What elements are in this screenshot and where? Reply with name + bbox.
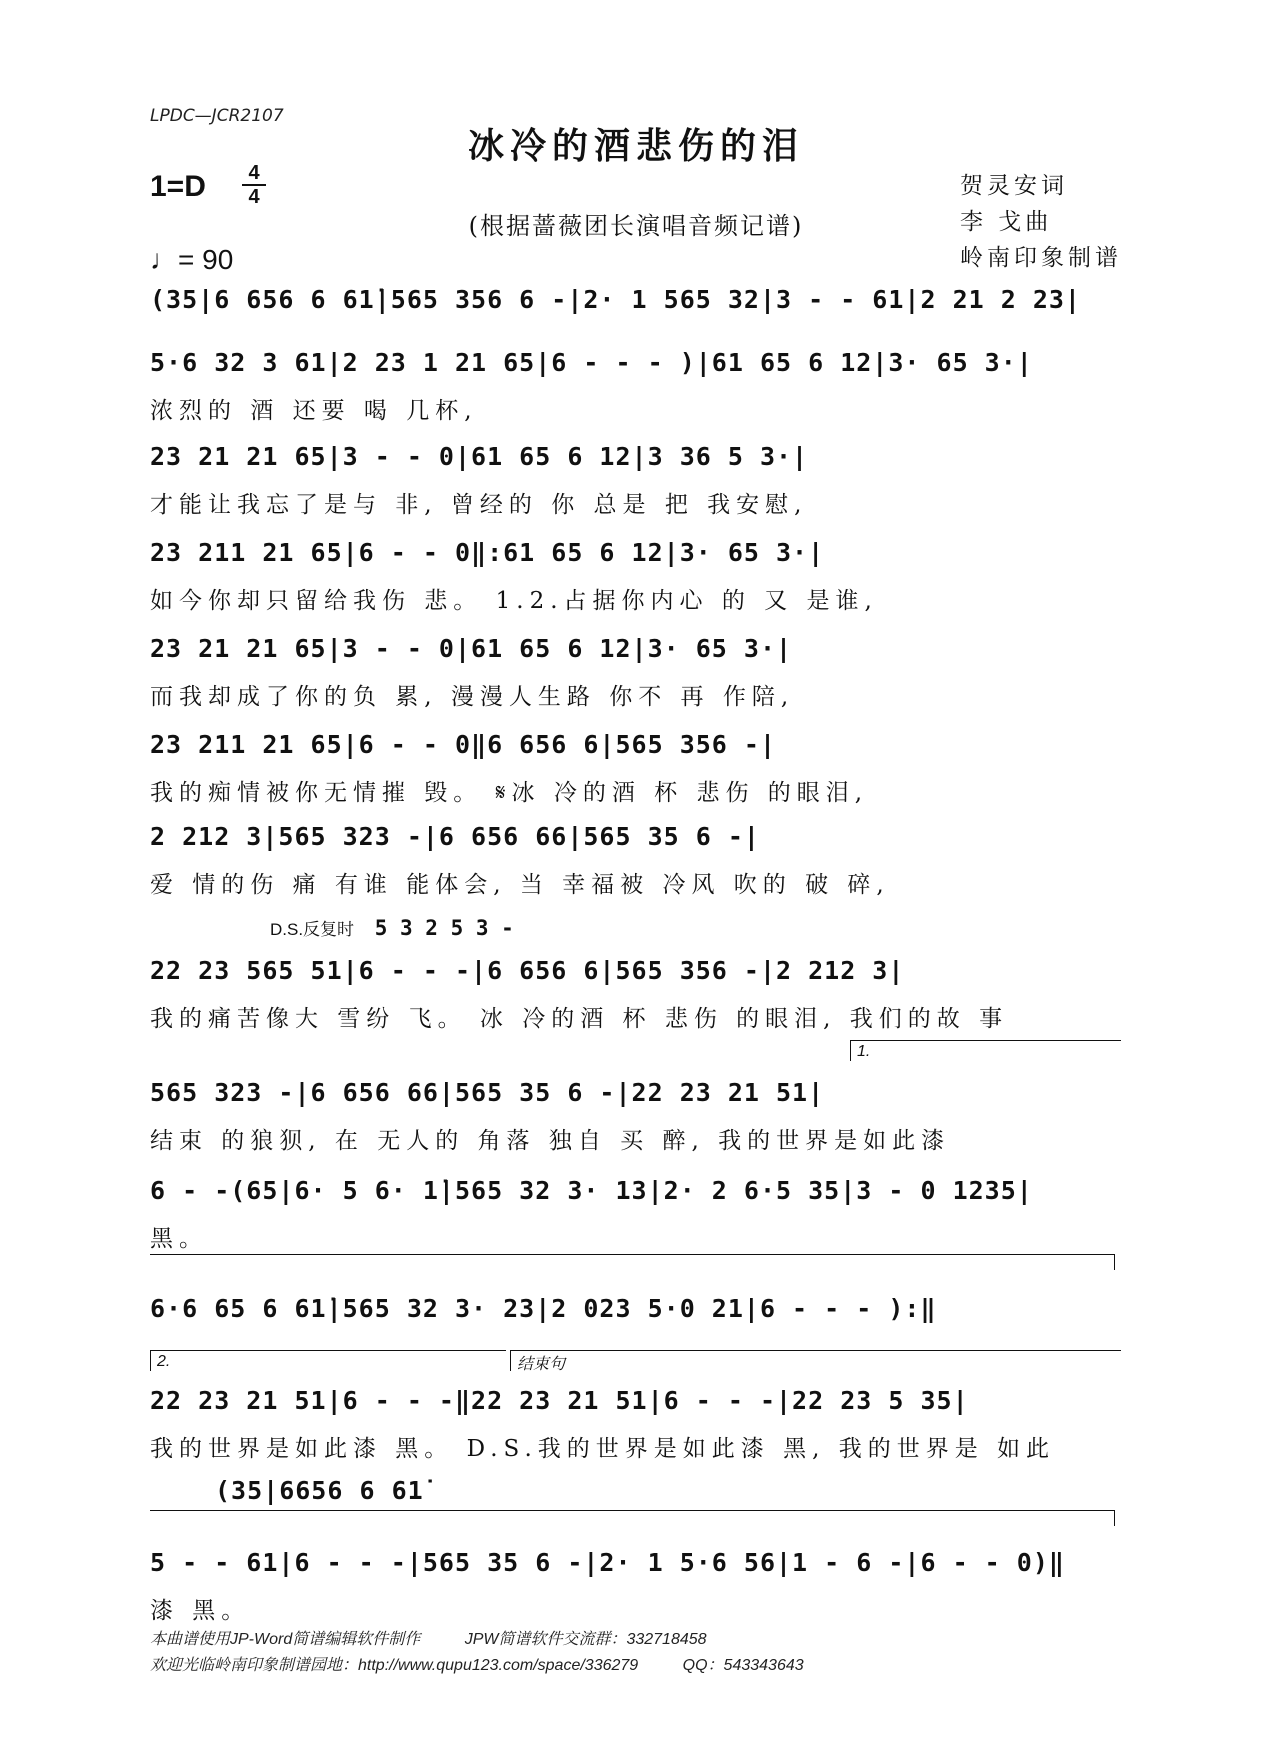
intro-reprise-notes: (35|6656 6 61̇ — [215, 1476, 424, 1505]
notes-line: 23 21 21 65|3 - - 0|61 65 6 12|3· 65 3·| — [150, 634, 793, 663]
notes-line: 565 323 -|6 656 66|565 35 6 -|22 23 21 51| — [150, 1078, 825, 1107]
ds-notes: 5 3 2 5 3 - — [374, 916, 514, 940]
qq-contact: QQ：543343643 — [682, 1657, 804, 1674]
software-credit: 本曲谱使用JP-Word简谱编辑软件制作 — [150, 1631, 421, 1648]
song-title: 冰冷的酒悲伤的泪 — [467, 125, 804, 167]
volta-1-end-tick — [1114, 1254, 1115, 1270]
time-signature-bottom: 4 — [248, 186, 260, 208]
credits — [960, 168, 1122, 276]
ds-alternate-notes — [270, 915, 514, 940]
notes-line: 23 211 21 65|6 - - 0‖6 656 6|565 356 -| — [150, 730, 776, 759]
lyrics-line: 黑。 — [150, 1226, 208, 1252]
volta-1-bracket — [850, 1040, 1121, 1061]
volta-1-continuation — [150, 1254, 1115, 1255]
notes-line: 5 - - 61|6 - - -|565 35 6 -|2· 1 5·6 56|1 - 6 -|6 - - 0)‖ — [150, 1548, 1065, 1577]
notes-line: 23 21 21 65|3 - - 0|61 65 6 12|3 36 5 3·| — [150, 442, 809, 471]
volta-1-label: 1. — [857, 1043, 871, 1060]
composer-credit: 李 戈曲 — [960, 209, 1053, 235]
ending-end-tick — [1114, 1510, 1115, 1526]
lyrics-line: 才能让我忘了是与 非, 曾经的 你 总是 把 我安慰, — [150, 492, 808, 518]
lyrics-line: 爱 情的伤 痛 有谁 能体会, 当 幸福被 冷风 吹的 破 碎, — [150, 872, 890, 898]
volta-2-bracket — [150, 1350, 506, 1371]
lyricist-credit: 贺灵安词 — [960, 173, 1068, 199]
notes-line: 22 23 565 51|6 - - -|6 656 6|565 356 -|2 212 3| — [150, 956, 905, 985]
key-signature: 1=D — [150, 170, 206, 203]
ending-bracket — [510, 1350, 1121, 1371]
ending-continuation — [150, 1510, 1115, 1511]
score-code: LPDC—JCR2107 — [150, 106, 284, 126]
lyrics-line: 我的世界是如此漆 黑。 D.S.我的世界是如此漆 黑, 我的世界是 如此 — [150, 1436, 1056, 1462]
notes-line: 6 - -(65|6· 5 6· 1̇|565 32 3· 13|2· 2 6·5 35|3 - 0 1235| — [150, 1176, 1033, 1205]
notes-line: 6·6 65 6 61̇|565 32 3· 23|2 023 5·0 21|6 - - - ):‖ — [150, 1294, 937, 1323]
footer-line-1 — [150, 1626, 747, 1649]
notes-line: (35|6 656 6 61̇|565 356 6 -|2· 1 565 32|3 - - 61|2 21 2 23| — [150, 285, 1081, 314]
ending-label: 结束句 — [517, 1356, 566, 1373]
notes-line: 22 23 21 51|6 - - -‖22 23 21 51|6 - - -|22 23 5 35| — [150, 1386, 969, 1415]
lyrics-line: 我的痴情被你无情摧 毁。 𝄋冰 冷的酒 杯 悲伤 的眼泪, — [150, 780, 869, 806]
notes-line: 2 212 3|565 323 -|6 656 66|565 35 6 -| — [150, 822, 760, 851]
arranger-credit: 岭南印象制谱 — [960, 245, 1122, 271]
lyrics-line: 浓烈的 酒 还要 喝 几杯, — [150, 398, 478, 424]
footer-line-2 — [150, 1652, 844, 1675]
notes-line: 5·6 32 3 61|2 23 1 21 65|6 - - - )|61 65 6 12|3· 65 3·| — [150, 348, 1033, 377]
lyrics-line: 结束 的狼狈, 在 无人的 角落 独自 买 醉, 我的世界是如此漆 — [150, 1128, 951, 1154]
ds-label: D.S.反复时 — [270, 920, 355, 939]
lyrics-line: 漆 黑。 — [150, 1598, 251, 1624]
qq-group: JPW简谱软件交流群：332718458 — [464, 1631, 707, 1648]
volta-2-label: 2. — [157, 1353, 171, 1370]
notes-line: 23 211 21 65|6 - - 0‖:61 65 6 12|3· 65 3·| — [150, 538, 825, 567]
subtitle: (根据蔷薇团长演唱音频记谱) — [468, 212, 804, 240]
lyrics-line: 我的痛苦像大 雪纷 飞。 冰 冷的酒 杯 悲伤 的眼泪, 我们的故 事 — [150, 1006, 1009, 1032]
time-signature — [242, 162, 266, 208]
lyrics-line: 如今你却只留给我伤 悲。 1.2.占据你内心 的 又 是谁, — [150, 588, 878, 614]
tempo-marking: ♩= 90 — [150, 244, 234, 275]
website-link: 欢迎光临岭南印象制谱园地：http://www.qupu123.com/space/336279 — [150, 1657, 639, 1674]
time-signature-top: 4 — [248, 162, 260, 184]
lyrics-line: 而我却成了你的负 累, 漫漫人生路 你不 再 作陪, — [150, 684, 795, 710]
